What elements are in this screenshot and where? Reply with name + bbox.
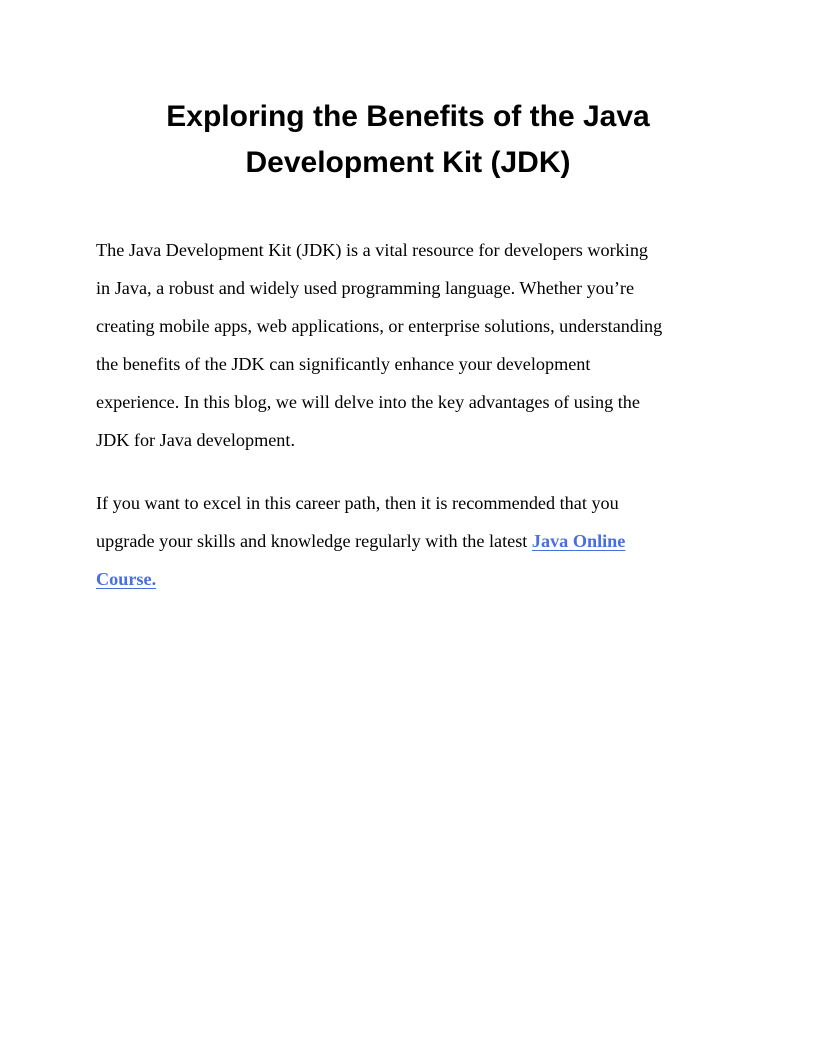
paragraph-line [96, 560, 722, 598]
paragraph-line: JDK for Java development. [96, 430, 295, 450]
paragraph-line: The Java Development Kit (JDK) is a vital resource for developers working [96, 240, 649, 260]
paragraph-text: upgrade your skills and knowledge regularly with the latest [96, 531, 532, 551]
page-title [96, 94, 720, 186]
java-course-link-continued[interactable]: Course. [96, 569, 157, 589]
title-line-2: Development Kit (JDK) [245, 146, 571, 179]
intro-paragraph [96, 231, 722, 459]
java-course-link[interactable]: Java Online [531, 531, 626, 551]
paragraph-line: If you want to excel in this career path, then it is recommended that you [96, 493, 619, 513]
paragraph-line: the benefits of the JDK can significantly enhance your development [96, 354, 591, 374]
course-paragraph [96, 484, 722, 598]
paragraph-line: creating mobile apps, web applications, or enterprise solutions, understanding [96, 316, 663, 336]
paragraph-line [96, 522, 722, 560]
paragraph-line: in Java, a robust and widely used programming language. Whether you’re [96, 278, 635, 298]
title-line-1: Exploring the Benefits of the Java [166, 100, 650, 133]
paragraph-line: experience. In this blog, we will delve into the key advantages of using the [96, 392, 640, 412]
